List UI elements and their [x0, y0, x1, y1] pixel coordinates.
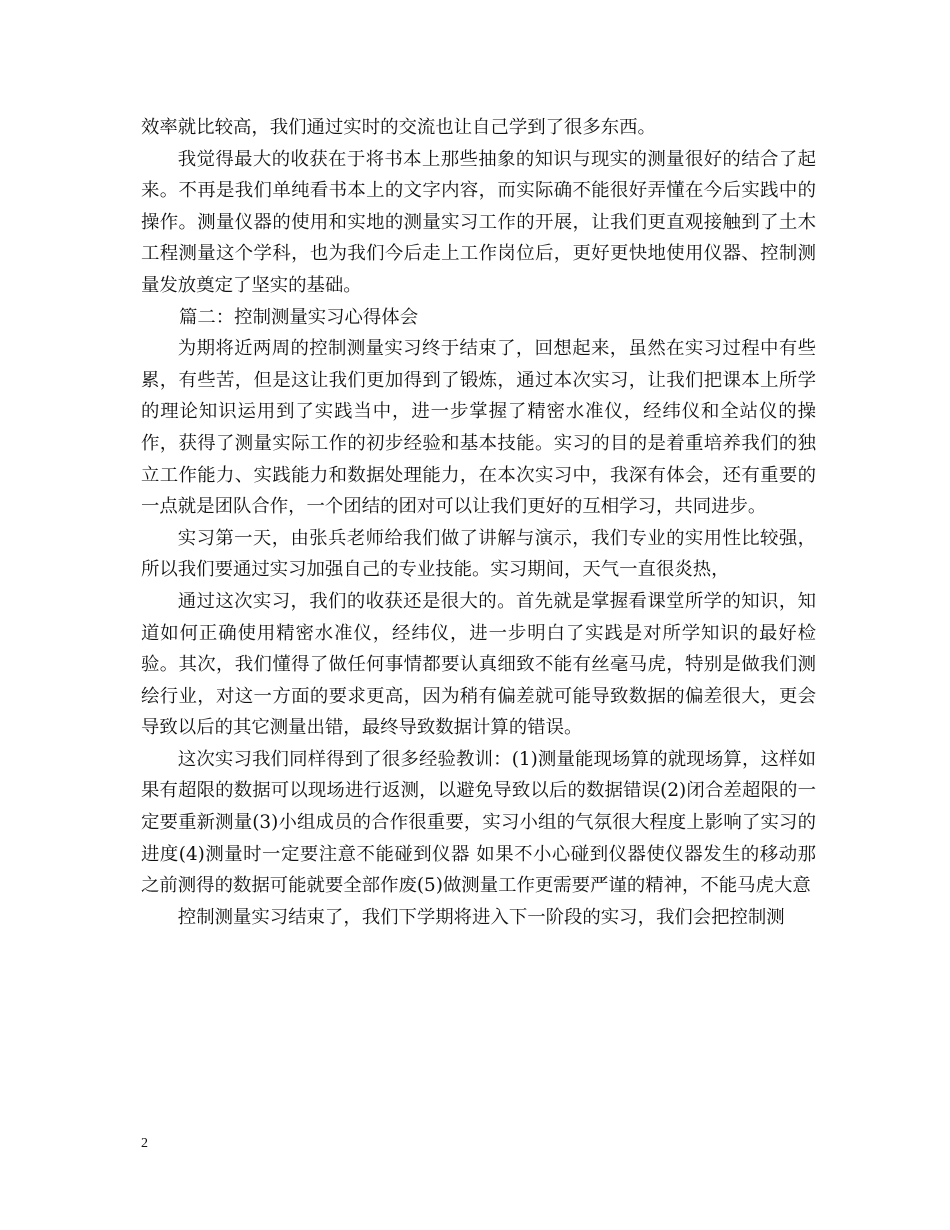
paragraph-main-harvest: 我觉得最大的收获在于将书本上那些抽象的知识与现实的测量很好的结合了起来。不再是我们单纯看书本上的文字内容，而实际确不能很好弄懂在今后实践中的操作。测量仪器的使用和实地的测量实习工作的开展，让我们更直观接触到了土木工程测量这个学科，也为我们今后走上工作岗位后，更好更快地使用仪器、控制测量发放奠定了坚实的基础。 [141, 148, 816, 296]
document-body [141, 112, 816, 933]
paragraph-gains: 通过这次实习，我们的收获还是很大的。首先就是掌握看课堂所学的知识，知道如何正确使用精密水准仪，经纬仪，进一步明白了实践是对所学知识的最好检验。其次，我们懂得了做任何事情都要认真细致不能有丝毫马虎，特别是做我们测绘行业，对这一方面的要求更高，因为稍有偏差就可能导致数据的偏差很大，更会导致以后的其它测量出错，最终导致数据计算的错误。 [141, 590, 816, 739]
paragraph-conclusion: 控制测量实习结束了，我们下学期将进入下一阶段的实习，我们会把控制测 [177, 906, 785, 928]
paragraph-internship-summary: 为期将近两周的控制测量实习终于结束了，回想起来，虽然在实习过程中有些累，有些苦，但是这让我们更加得到了锻炼，通过本次实习，让我们把课本上所学的理论知识运用到了实践当中，进一步掌握了精密水准仪，经纬仪和全站仪的操作，获得了测量实际工作的初步经验和基本技能。实习的目的是着重培养我们的独立工作能力、实践能力和数据处理能力，在本次实习中，我深有体会，还有重要的一点就是团队合作，一个团结的团对可以让我们更好的互相学习，共同进步。 [141, 338, 816, 518]
page-number: 2 [141, 1136, 148, 1151]
paragraph-first-day: 实习第一天，由张兵老师给我们做了讲解与演示，我们专业的实用性比较强，所以我们要通过实习加强自己的专业技能。实习期间，天气一直很炎热， [141, 527, 816, 581]
section-heading: 篇二：控制测量实习心得体会 [179, 306, 419, 328]
paragraph-lessons: 这次实习我们同样得到了很多经验教训：(1)测量能现场算的就现场算，这样如果有超限的数据可以现场进行返测，以避免导致以后的数据错误(2)闭合差超限的一定要重新测量(3)小组成员的合作很重要，实习小组的气氛很大程度上影响了实习的进度(4)测量时一定要注意不能碰到仪器 如果不小心碰到仪器使仪器发生的移动那之前测得的数据可能就要全部作废(5)做测量工作更需要严谨的精神，不能马虎大意 [141, 748, 816, 897]
paragraph-continuation: 效率就比较高，我们通过实时的交流也让自己学到了很多东西。 [141, 117, 656, 138]
